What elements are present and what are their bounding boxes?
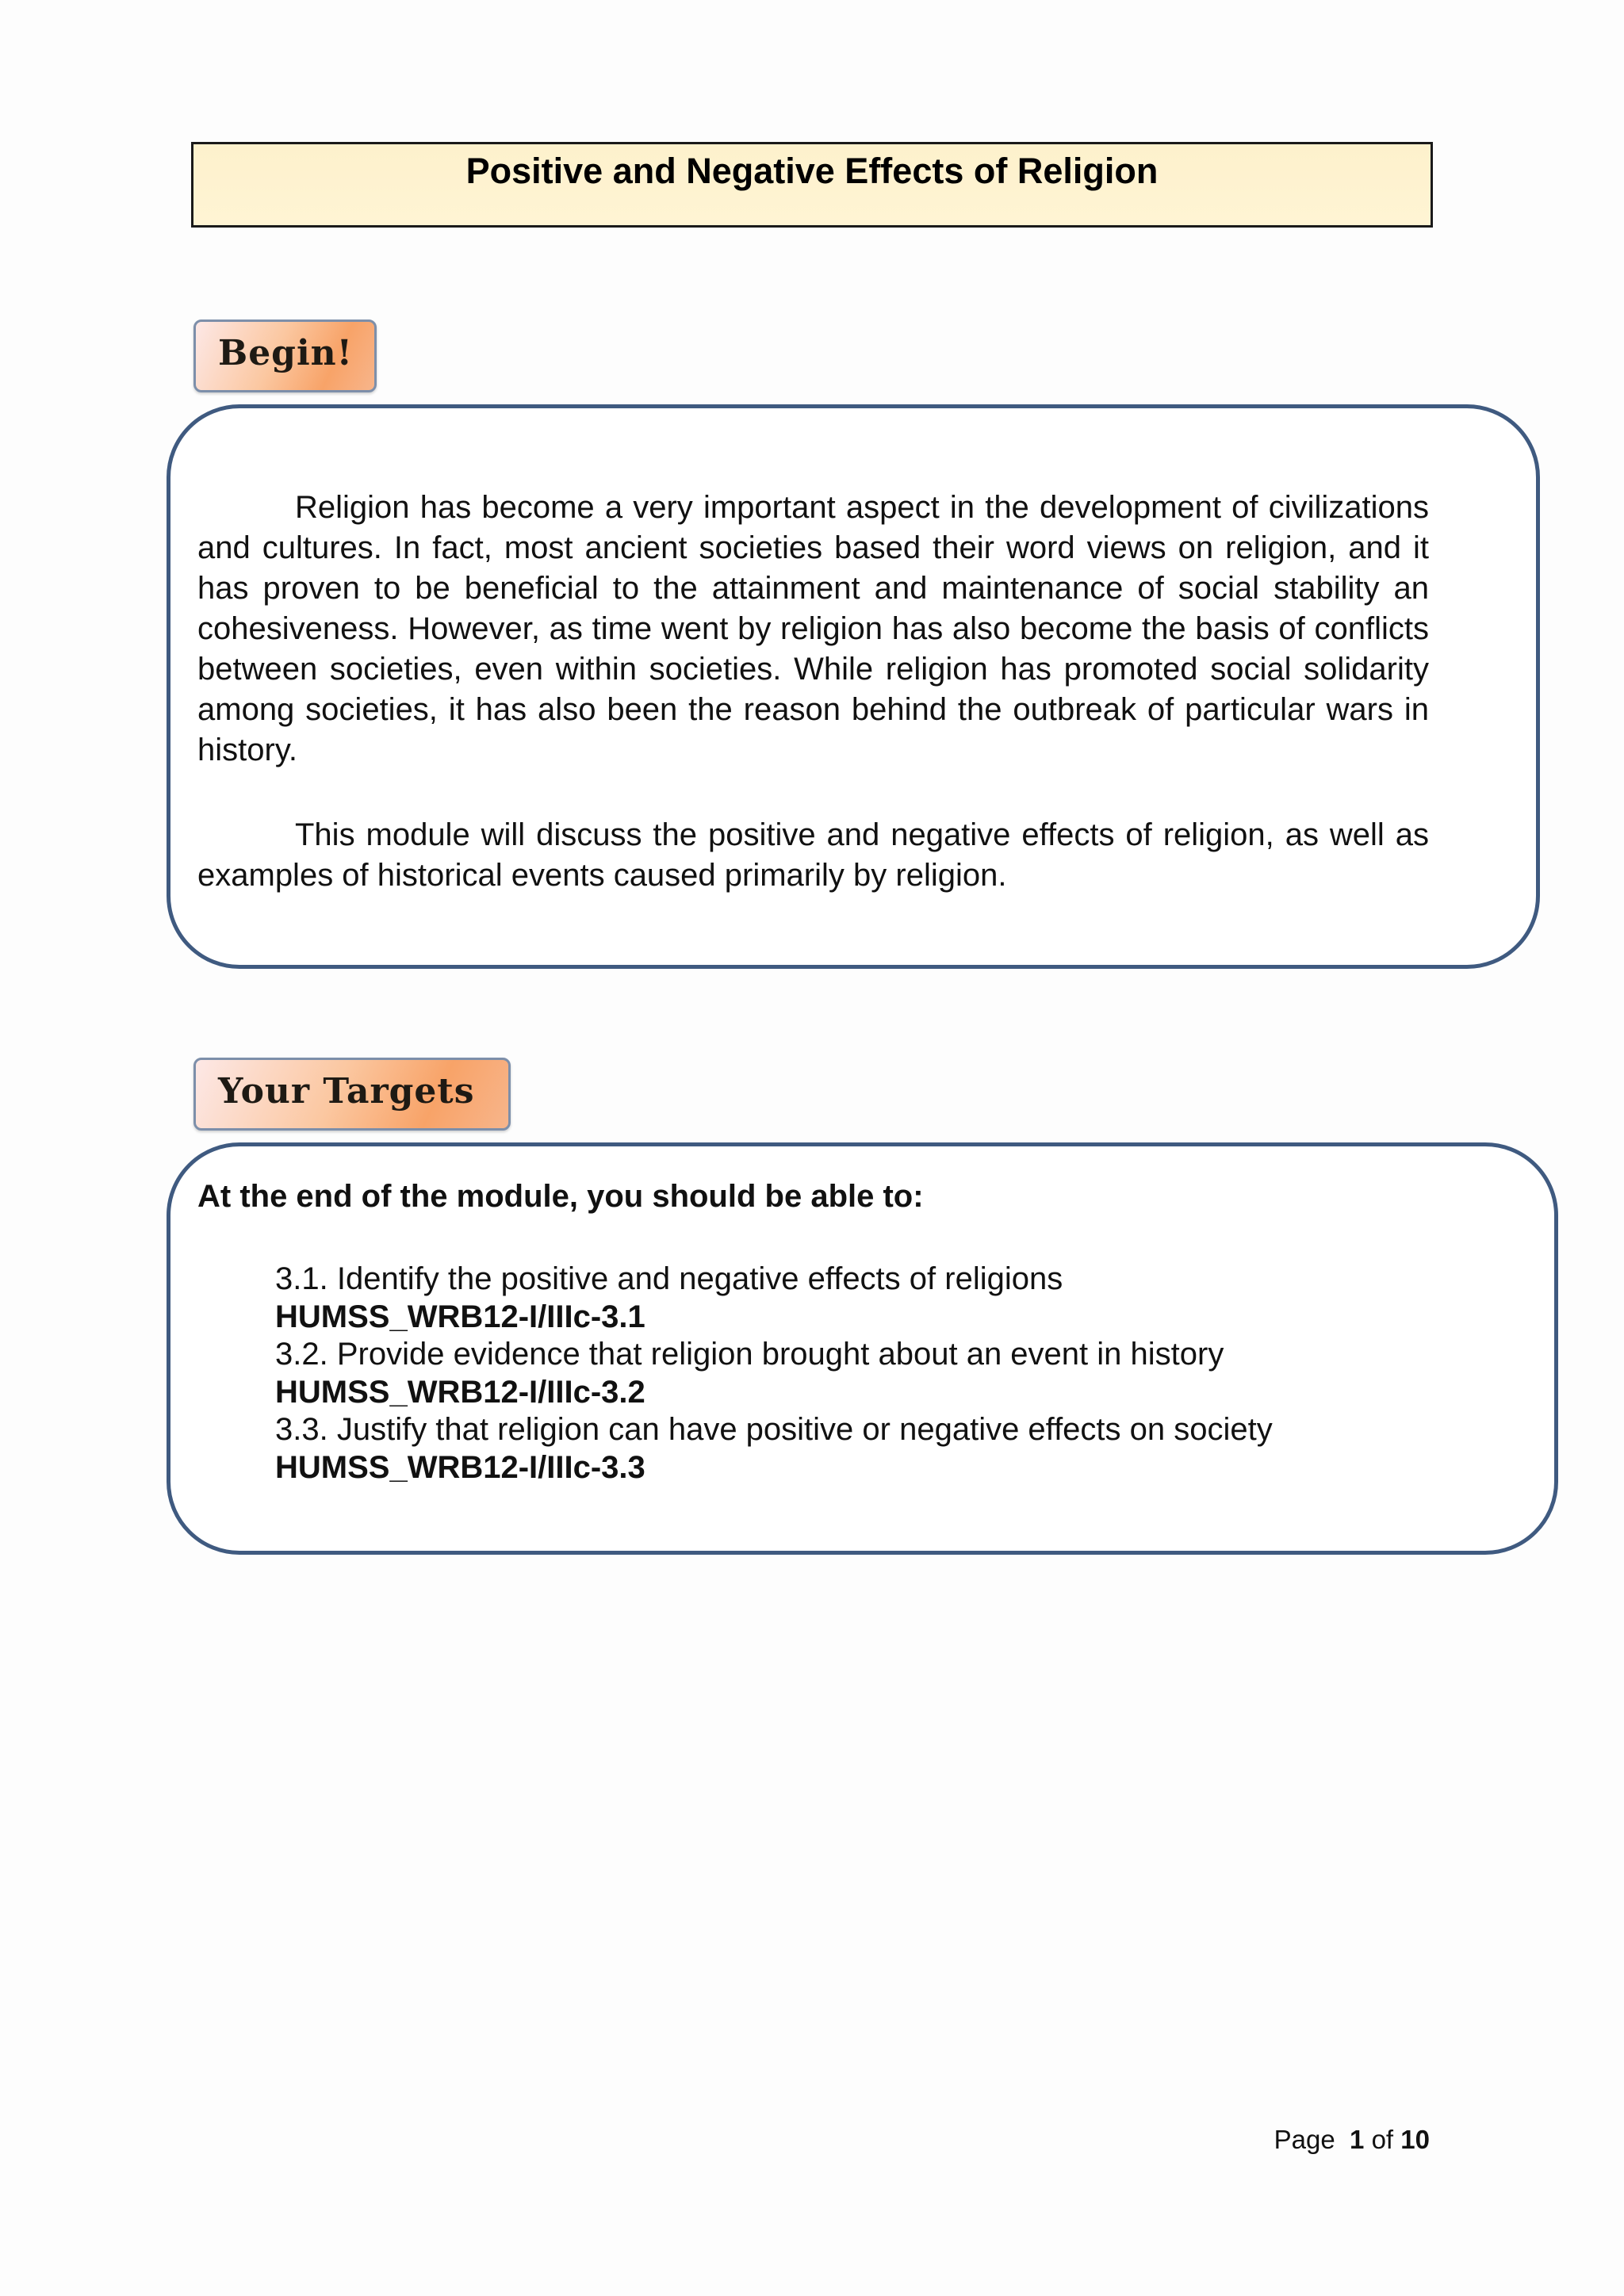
target-item-text: 3.2. Provide evidence that religion brought about an event in history (275, 1337, 1224, 1372)
document-title: Positive and Negative Effects of Religion (465, 151, 1159, 191)
target-item-text: 3.3. Justify that religion can have positive or negative effects on society (275, 1412, 1273, 1447)
intro-paragraph-2: This module will discuss the positive and negative effects of religion, as well as examples of historical events caused primarily by religion. (197, 817, 1429, 893)
target-item-code: HUMSS_WRB12-I/IIIc-3.2 (275, 1374, 645, 1410)
of-label: of (1371, 2125, 1394, 2154)
targets-heading: At the end of the module, you should be able to: (197, 1179, 924, 1214)
intro-paragraph-1: Religion has become a very important aspect in the development of civilizations and cultures. In fact, most ancient societies based their word views on religion, and it has proven to be beneficial to the attainment and maintenance of social stability an cohesiveness. However, as time went by religion has also become the basis of conflicts between societies, even within societies. While religion has promoted social solidarity among societies, it has also been the reason behind the outbreak of particular wars in history. (197, 490, 1429, 767)
targets-tab-label: Your Targets (218, 1071, 475, 1112)
page-number: 1 (1350, 2125, 1365, 2154)
target-item-text: 3.1. Identify the positive and negative effects of religions (275, 1261, 1063, 1296)
total-pages: 10 (1400, 2125, 1430, 2154)
title-box (191, 142, 1433, 228)
page-label: Page (1274, 2125, 1335, 2154)
page-footer (1274, 2125, 1430, 2155)
begin-tab (193, 320, 377, 392)
targets-tab (193, 1058, 511, 1131)
targets-list (275, 1261, 1273, 1487)
begin-tab-label: Begin! (218, 333, 353, 373)
target-item-code: HUMSS_WRB12-I/IIIc-3.3 (275, 1449, 645, 1485)
target-item-code: HUMSS_WRB12-I/IIIc-3.1 (275, 1299, 645, 1334)
